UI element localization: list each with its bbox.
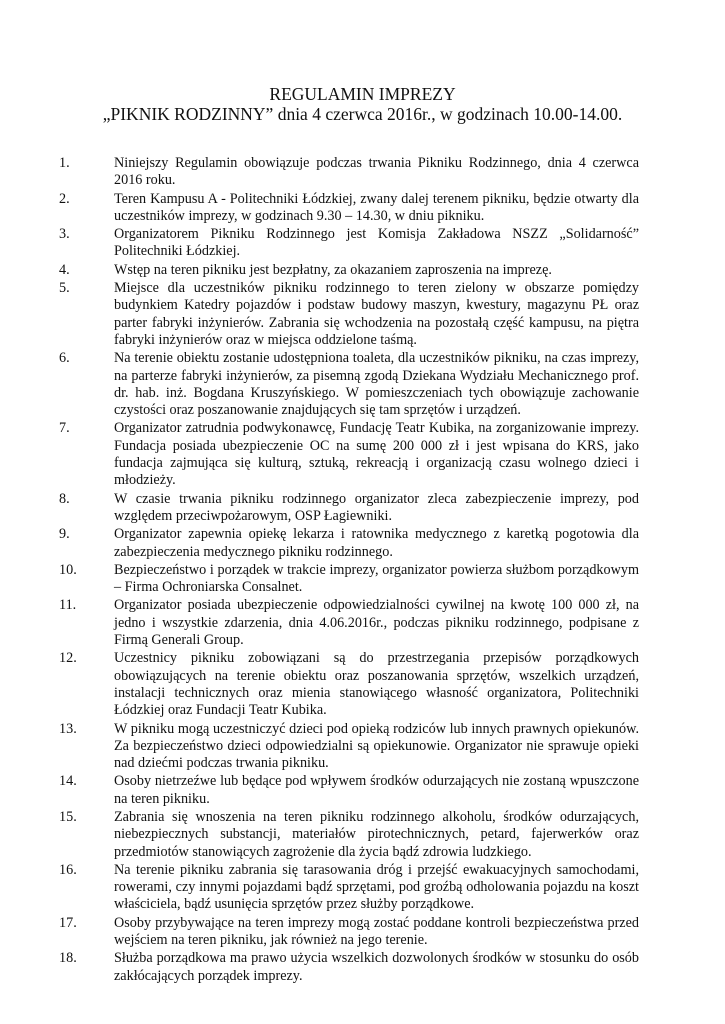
list-item-number: 5. bbox=[59, 280, 70, 297]
list-item bbox=[0, 562, 639, 597]
list-item bbox=[0, 950, 639, 985]
list-item-number: 17. bbox=[59, 914, 77, 931]
list-item bbox=[0, 191, 639, 226]
list-item-number: 15. bbox=[59, 808, 77, 825]
list-item bbox=[0, 350, 639, 419]
document-title: REGULAMIN IMPREZY bbox=[269, 84, 456, 104]
list-item-number: 10. bbox=[59, 561, 77, 578]
list-item-number: 2. bbox=[59, 190, 70, 207]
list-item-text: Organizator posiada ubezpieczenie odpowiedzialności cywilnej na kwotę 100 000 zł, na jedno i wszystkie zdarzenia, dnia 4.06.2016r., podczas pikniku rodzinnego, podpisane z Firmą Generali Group. bbox=[114, 597, 639, 649]
list-item-text: Wstęp na teren pikniku jest bezpłatny, za okazaniem zaproszenia na imprezę. bbox=[114, 261, 552, 278]
list-item-text: Osoby nietrzeźwe lub będące pod wpływem środków odurzających nie zostaną wpuszczone na teren pikniku. bbox=[114, 773, 639, 807]
list-item-text: Bezpieczeństwo i porządek w trakcie imprezy, organizator powierza służbom porządkowym – Firma Ochroniarska Consalnet. bbox=[114, 561, 639, 596]
list-item-number: 16. bbox=[59, 861, 77, 878]
list-item-number: 8. bbox=[59, 490, 70, 507]
list-item-number: 11. bbox=[59, 597, 77, 614]
list-item-text: W pikniku mogą uczestniczyć dzieci pod opieką rodziców lub innych prawnych opiekunów. Za bezpieczeństwo dzieci odpowiedzialni są opiekunowie. Organizator nie sprawuje opieki nad dziećmi podczas trwania pikniku. bbox=[114, 720, 639, 772]
list-item bbox=[0, 491, 639, 526]
list-item bbox=[0, 280, 639, 349]
list-item-text: Organizator zapewnia opiekę lekarza i ratownika medycznego z karetką pogotowia dla zabezpieczenia medycznego pikniku rodzinnego. bbox=[114, 526, 639, 560]
rules-list bbox=[0, 155, 725, 986]
list-item-text: Niniejszy Regulamin obowiązuje podczas trwania Pikniku Rodzinnego, dnia 4 czerwca 2016 roku. bbox=[114, 155, 639, 189]
list-item-text: Uczestnicy pikniku zobowiązani są do przestrzegania przepisów porządkowych obowiązujących na terenie obiektu oraz poszanowania sprzętów, wszelkich urządzeń, instalacji technicznych oraz mienia stanowiącego własność organizatora, Politechniki Łódzkiej oraz Fundacji Teatr Kubika. bbox=[114, 650, 639, 719]
list-item bbox=[0, 526, 639, 561]
list-item bbox=[0, 262, 639, 279]
list-item-text: W czasie trwania pikniku rodzinnego organizator zleca zabezpieczenie imprezy, pod względem przeciwpożarowym, OSP Łagiewniki. bbox=[114, 490, 639, 524]
list-item-number: 4. bbox=[59, 261, 70, 278]
list-item-number: 12. bbox=[59, 650, 77, 667]
document-subtitle: „PIKNIK RODZINNY” dnia 4 czerwca 2016r., w godzinach 10.00-14.00. bbox=[102, 104, 623, 124]
list-item-text: Teren Kampusu A - Politechniki Łódzkiej, zwany dalej terenem pikniku, będzie otwarty dla uczestników imprezy, w godzinach 9.30 – 14.30, w dniu pikniku. bbox=[114, 190, 639, 224]
list-item-number: 18. bbox=[59, 950, 77, 967]
list-item bbox=[0, 721, 639, 773]
list-item bbox=[0, 155, 639, 190]
list-item-text: Na terenie obiektu zostanie udostępniona toaleta, dla uczestników pikniku, na czas imprezy, na parterze fabryki inżynierów, za pisemną zgodą Dziekana Wydziału Mechanicznego prof. dr. hab. inż. Bogdana Kruszyńskiego. W pomieszczeniach tych obowiązuje zachowanie czystości oraz poszanowanie znajdujących się tam sprzętów i urządzeń. bbox=[114, 350, 639, 419]
list-item-number: 7. bbox=[59, 420, 70, 437]
list-item bbox=[0, 226, 639, 261]
list-item-text: Na terenie pikniku zabrania się tarasowania dróg i przejść ewakuacyjnych samochodami, rowerami, czy innymi pojazdami bądź sprzętami, pod groźbą odholowania pojazdu na koszt właściciela, bądź usunięcia sprzętów przez służby porządkowe. bbox=[114, 861, 639, 913]
list-item-text: Zabrania się wnoszenia na teren pikniku rodzinnego alkoholu, środków odurzających, niebezpiecznych substancji, materiałów pirotechnicznych, petard, fajerwerków oraz przedmiotów stanowiących zagrożenie dla życia bądź zdrowia ludzkiego. bbox=[114, 808, 639, 860]
list-item bbox=[0, 915, 639, 950]
list-item-text: Organizator zatrudnia podwykonawcę, Fundację Teatr Kubika, na zorganizowanie imprezy. Fundacja posiada ubezpieczenie OC na sumę 200 000 zł i jest wpisana do KRS, jako fundacja zajmująca się kulturą, sztuką, rekreacją i organizacją czasu wolnego dzieci i młodzieży. bbox=[114, 420, 639, 489]
list-item-number: 3. bbox=[59, 226, 70, 243]
list-item-number: 9. bbox=[59, 526, 70, 543]
list-item-number: 6. bbox=[59, 350, 70, 367]
list-item-number: 14. bbox=[59, 773, 77, 790]
list-item-text: Miejsce dla uczestników pikniku rodzinnego to teren zielony w obszarze pomiędzy budynkiem Katedry pojazdów i podstaw budowy maszyn, kwestury, magazynu PŁ oraz parter fabryki inżynierów. Zabrania się wchodzenia na pozostałą część kampusu, na piętra fabryki inżynierów oraz w miejsca oddzielone taśmą. bbox=[114, 280, 639, 348]
list-item-text: Organizatorem Pikniku Rodzinnego jest Komisja Zakładowa NSZZ „Solidarność” Politechniki Łódzkiej. bbox=[114, 226, 639, 260]
list-item-text: Służba porządkowa ma prawo użycia wszelkich dozwolonych środków w stosunku do osób zakłócających porządek imprezy. bbox=[114, 950, 639, 984]
list-item bbox=[0, 420, 639, 489]
list-item bbox=[0, 650, 639, 719]
list-item-number: 1. bbox=[59, 155, 70, 171]
list-item bbox=[0, 773, 639, 808]
list-item bbox=[0, 862, 639, 914]
list-item bbox=[0, 809, 639, 861]
list-item bbox=[0, 597, 639, 649]
list-item-text: Osoby przybywające na teren imprezy mogą zostać poddane kontroli bezpieczeństwa przed wejściem na teren pikniku, jak również na jego terenie. bbox=[114, 914, 639, 949]
list-item-number: 13. bbox=[59, 720, 77, 737]
